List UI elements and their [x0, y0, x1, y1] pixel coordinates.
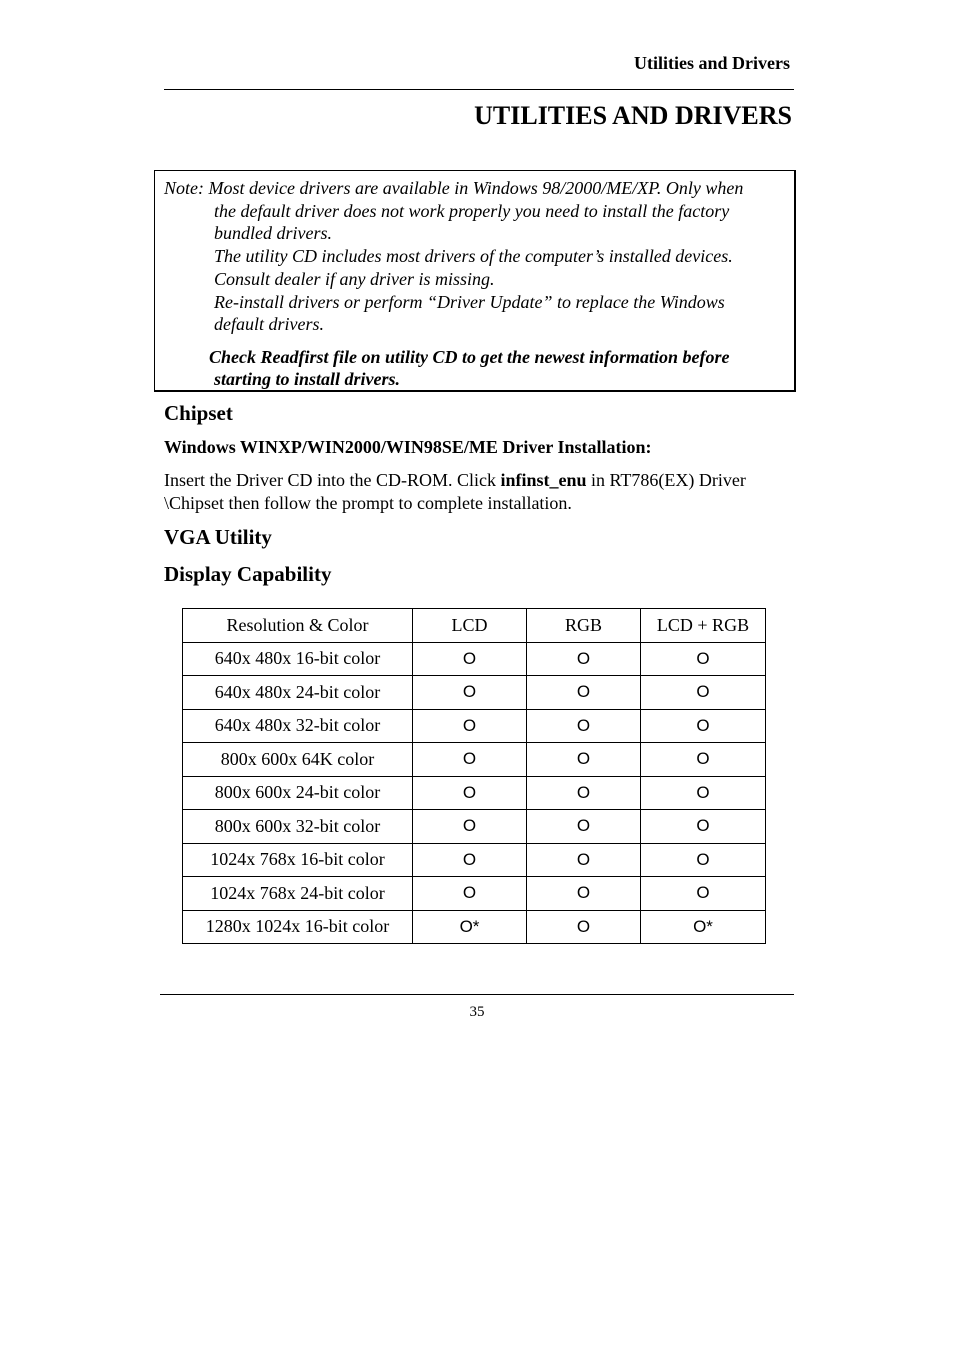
support-mark-cell: O: [641, 776, 766, 810]
table-body: [183, 609, 766, 944]
support-mark-cell: O: [413, 877, 527, 911]
support-mark-cell: O: [641, 676, 766, 710]
page-title: UTILITIES AND DRIVERS: [474, 101, 792, 130]
support-mark-cell: O: [413, 810, 527, 844]
resolution-cell: 640x 480x 16-bit color: [183, 642, 413, 676]
support-mark-cell: O: [527, 810, 641, 844]
table-row: [183, 776, 766, 810]
chipset-text-before: Insert the Driver CD into the CD-ROM. Click: [164, 470, 501, 490]
support-mark-cell: O: [527, 642, 641, 676]
support-mark-cell: O: [641, 709, 766, 743]
support-mark-cell: O: [413, 843, 527, 877]
column-header: Resolution & Color: [183, 609, 413, 643]
chipset-heading: Chipset: [164, 401, 233, 425]
support-mark-cell: O: [413, 642, 527, 676]
column-header: LCD: [413, 609, 527, 643]
resolution-cell: 640x 480x 24-bit color: [183, 676, 413, 710]
support-mark-cell: O: [641, 810, 766, 844]
support-mark-cell: O: [641, 877, 766, 911]
note-important-line: starting to install drivers.: [214, 369, 401, 389]
support-mark-cell: O: [641, 743, 766, 777]
support-mark-cell: O: [413, 743, 527, 777]
header-rule: [164, 89, 794, 90]
support-mark-cell: O: [527, 676, 641, 710]
support-mark-cell: O: [641, 642, 766, 676]
column-header: LCD + RGB: [641, 609, 766, 643]
support-mark-cell: O: [641, 843, 766, 877]
chipset-text-after: in RT786(EX) Driver \Chipset then follow the prompt to complete installation.: [164, 470, 746, 513]
chipset-subheading: Windows WINXP/WIN2000/WIN98SE/ME Driver Installation:: [164, 437, 652, 457]
support-mark-cell: O: [527, 776, 641, 810]
running-header: Utilities and Drivers: [634, 53, 790, 73]
support-mark-cell: O*: [413, 910, 527, 944]
note-line: The utility CD includes most drivers of the computer’s installed devices.: [214, 246, 733, 266]
note-line: bundled drivers.: [214, 223, 332, 243]
table-row: [183, 877, 766, 911]
note-important-line: Check Readfirst file on utility CD to get the newest information before: [209, 347, 730, 367]
table-row: [183, 843, 766, 877]
resolution-cell: 1024x 768x 16-bit color: [183, 843, 413, 877]
note-line: Re-install drivers or perform “Driver Update” to replace the Windows: [214, 292, 725, 312]
note-line: Consult dealer if any driver is missing.: [214, 269, 495, 289]
note-box: [154, 170, 796, 392]
note-line: default drivers.: [214, 314, 324, 334]
note-line: the default driver does not work properly you need to install the factory: [214, 201, 730, 221]
vga-heading: VGA Utility: [164, 525, 272, 549]
table-row: [183, 709, 766, 743]
resolution-cell: 1280x 1024x 16-bit color: [183, 910, 413, 944]
resolution-cell: 640x 480x 32-bit color: [183, 709, 413, 743]
support-mark-cell: O: [413, 709, 527, 743]
display-capability-heading: Display Capability: [164, 562, 332, 586]
table-row: [183, 743, 766, 777]
resolution-cell: 800x 600x 24-bit color: [183, 776, 413, 810]
support-mark-cell: O: [413, 676, 527, 710]
support-mark-cell: O: [527, 877, 641, 911]
table-header-row: [183, 609, 766, 643]
support-mark-cell: O: [527, 910, 641, 944]
column-header: RGB: [527, 609, 641, 643]
table-row: [183, 910, 766, 944]
table-row: [183, 676, 766, 710]
support-mark-cell: O: [527, 709, 641, 743]
support-mark-cell: O: [527, 843, 641, 877]
page-number: 35: [469, 1004, 485, 1020]
display-capability-table: [182, 608, 766, 944]
support-mark-cell: O*: [641, 910, 766, 944]
note-line: Note: Most device drivers are available in Windows 98/2000/ME/XP. Only when: [164, 178, 744, 198]
table-row: [183, 642, 766, 676]
support-mark-cell: O: [413, 776, 527, 810]
footer-rule: [160, 994, 794, 995]
resolution-cell: 800x 600x 64K color: [183, 743, 413, 777]
table-row: [183, 810, 766, 844]
resolution-cell: 1024x 768x 24-bit color: [183, 877, 413, 911]
resolution-cell: 800x 600x 32-bit color: [183, 810, 413, 844]
installer-name: infinst_enu: [500, 470, 587, 490]
chipset-instructions: [164, 469, 794, 515]
support-mark-cell: O: [527, 743, 641, 777]
